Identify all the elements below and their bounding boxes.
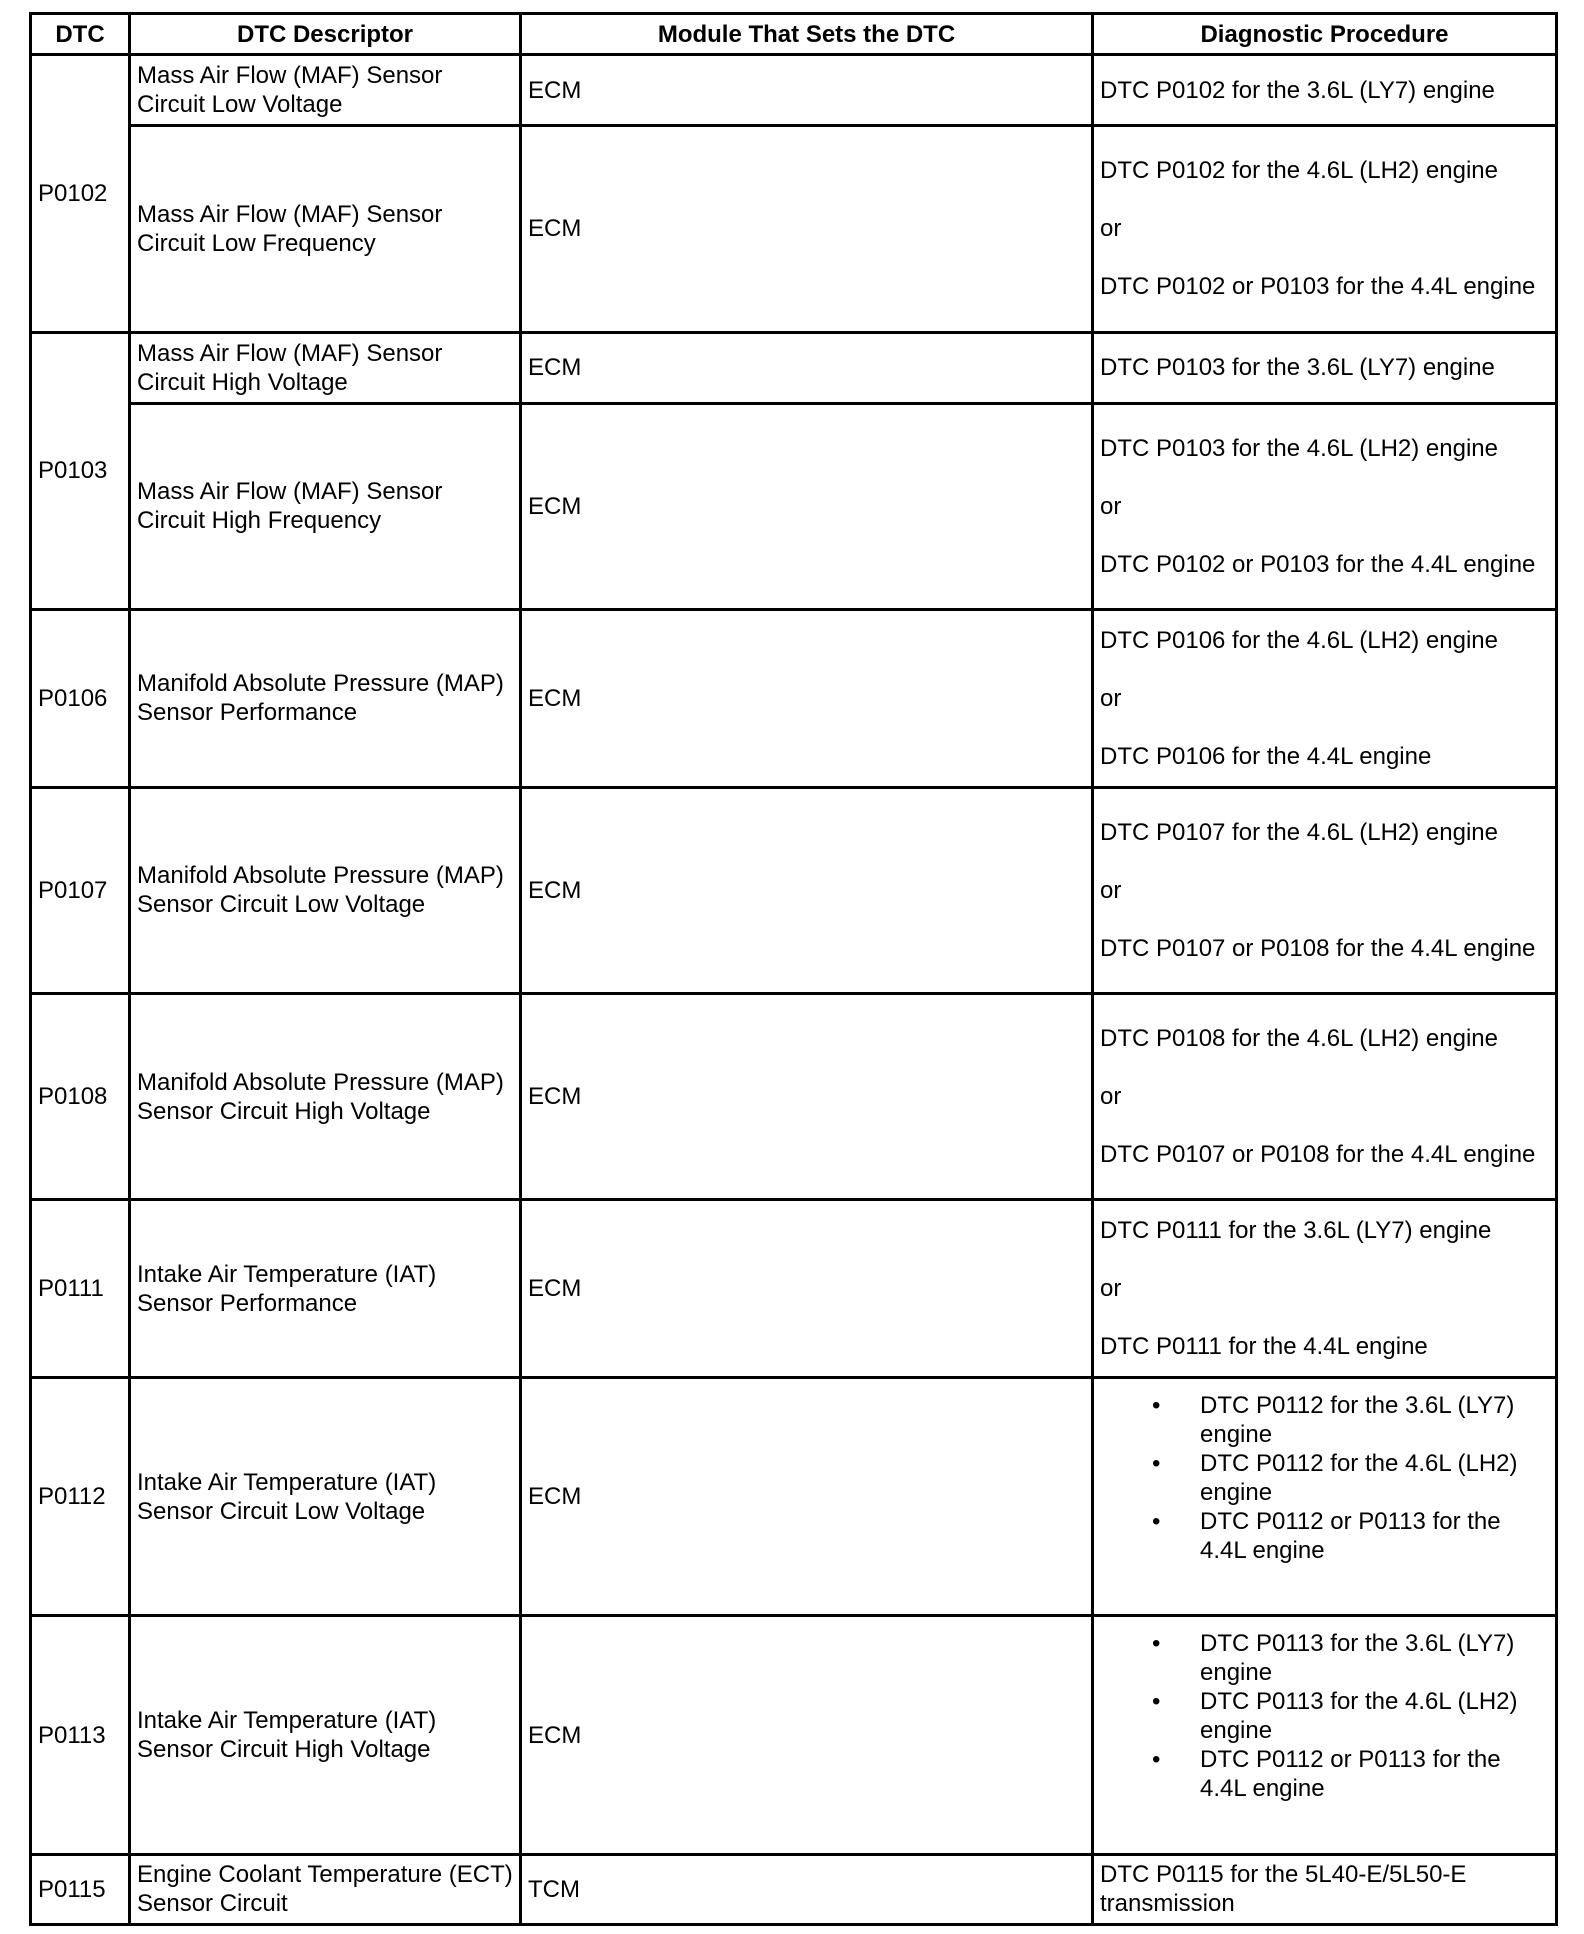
- module: ECM: [521, 403, 1093, 609]
- diagnostic-procedure: [1093, 1377, 1557, 1616]
- table-row: [31, 1616, 1557, 1855]
- module: ECM: [521, 993, 1093, 1199]
- list-item: • DTC P0112 or P0113 for the 4.4L engine: [1100, 1507, 1549, 1565]
- procedure-line: or: [1100, 1083, 1122, 1111]
- header-module: Module That Sets the DTC: [521, 14, 1093, 55]
- table-row: [31, 1854, 1557, 1924]
- procedure-line: or: [1100, 876, 1122, 904]
- list-item: • DTC P0112 for the 4.6L (LH2) engine: [1100, 1449, 1549, 1507]
- module: ECM: [521, 1377, 1093, 1616]
- dtc-code: P0103: [31, 332, 130, 610]
- table-row: [31, 55, 1557, 126]
- table-row: [31, 993, 1557, 1199]
- dtc-descriptor: Manifold Absolute Pressure (MAP) Sensor Performance: [130, 610, 521, 787]
- header-dtc: DTC: [31, 14, 130, 55]
- table-row: [31, 126, 1557, 332]
- dtc-descriptor: Mass Air Flow (MAF) Sensor Circuit High Voltage: [130, 332, 521, 403]
- module: ECM: [521, 610, 1093, 787]
- table-row: [31, 787, 1557, 993]
- procedure-line: DTC P0102 or P0103 for the 4.4L engine: [1100, 273, 1536, 301]
- diagnostic-procedure: [1093, 993, 1557, 1199]
- procedure-line: DTC P0111 for the 3.6L (LY7) engine: [1100, 1217, 1492, 1245]
- procedure-line: DTC P0102 for the 4.6L (LH2) engine: [1100, 157, 1499, 185]
- list-item: • DTC P0113 for the 3.6L (LY7) engine: [1100, 1629, 1549, 1687]
- dtc-descriptor: Intake Air Temperature (IAT) Sensor Circuit Low Voltage: [130, 1377, 521, 1616]
- list-item: • DTC P0113 for the 4.6L (LH2) engine: [1100, 1687, 1549, 1745]
- procedure-line: DTC P0102 or P0103 for the 4.4L engine: [1100, 550, 1536, 578]
- procedure-line: DTC P0106 for the 4.4L engine: [1100, 742, 1432, 770]
- table-header-row: [31, 14, 1557, 55]
- procedure-line: or: [1100, 215, 1122, 243]
- diagnostic-procedure: [1093, 332, 1557, 403]
- procedure-line: DTC P0107 for the 4.6L (LH2) engine: [1100, 818, 1499, 846]
- procedure-line: DTC P0108 for the 4.6L (LH2) engine: [1100, 1025, 1499, 1053]
- diagnostic-procedure: [1093, 610, 1557, 787]
- header-procedure: Diagnostic Procedure: [1093, 14, 1557, 55]
- dtc-table: [29, 12, 1558, 1926]
- diagnostic-procedure: [1093, 403, 1557, 609]
- procedure-line: DTC P0103 for the 4.6L (LH2) engine: [1100, 434, 1499, 462]
- procedure-line: DTC P0106 for the 4.6L (LH2) engine: [1100, 626, 1499, 654]
- dtc-code: P0107: [31, 787, 130, 993]
- dtc-descriptor: Intake Air Temperature (IAT) Sensor Performance: [130, 1200, 521, 1377]
- procedure-line: DTC P0107 or P0108 for the 4.4L engine: [1100, 934, 1536, 962]
- module: ECM: [521, 1616, 1093, 1855]
- procedure-line: or: [1100, 1275, 1122, 1303]
- dtc-code: P0102: [31, 55, 130, 333]
- dtc-descriptor: Mass Air Flow (MAF) Sensor Circuit High Frequency: [130, 403, 521, 609]
- dtc-code: P0113: [31, 1616, 130, 1855]
- module: ECM: [521, 1200, 1093, 1377]
- procedure-line: DTC P0115 for the 5L40-E/5L50-E transmission: [1100, 1861, 1467, 1918]
- dtc-code: P0112: [31, 1377, 130, 1616]
- table-row: [31, 1200, 1557, 1377]
- dtc-code: P0106: [31, 610, 130, 787]
- procedure-line: DTC P0103 for the 3.6L (LY7) engine: [1100, 354, 1495, 382]
- diagnostic-procedure: [1093, 1616, 1557, 1855]
- diagnostic-procedure: [1093, 787, 1557, 993]
- table-row: [31, 403, 1557, 609]
- dtc-code: P0115: [31, 1854, 130, 1924]
- procedure-line: DTC P0107 or P0108 for the 4.4L engine: [1100, 1141, 1536, 1169]
- dtc-descriptor: Manifold Absolute Pressure (MAP) Sensor Circuit Low Voltage: [130, 787, 521, 993]
- procedure-line: or: [1100, 684, 1122, 712]
- dtc-descriptor: Manifold Absolute Pressure (MAP) Sensor Circuit High Voltage: [130, 993, 521, 1199]
- procedure-bullet-list: [1100, 1629, 1549, 1803]
- procedure-line: or: [1100, 492, 1122, 520]
- module: ECM: [521, 787, 1093, 993]
- procedure-bullet-list: [1100, 1391, 1549, 1565]
- diagnostic-procedure: [1093, 55, 1557, 126]
- diagnostic-procedure: [1093, 1200, 1557, 1377]
- module: ECM: [521, 332, 1093, 403]
- table-row: [31, 1377, 1557, 1616]
- list-item: • DTC P0112 or P0113 for the 4.4L engine: [1100, 1745, 1549, 1803]
- list-item: • DTC P0112 for the 3.6L (LY7) engine: [1100, 1391, 1549, 1449]
- module: TCM: [521, 1854, 1093, 1924]
- dtc-descriptor: Mass Air Flow (MAF) Sensor Circuit Low Voltage: [130, 55, 521, 126]
- diagnostic-procedure: [1093, 126, 1557, 332]
- procedure-line: DTC P0111 for the 4.4L engine: [1100, 1333, 1428, 1361]
- table-row: [31, 610, 1557, 787]
- module: ECM: [521, 55, 1093, 126]
- dtc-code: P0108: [31, 993, 130, 1199]
- table-row: [31, 332, 1557, 403]
- diagnostic-procedure: [1093, 1854, 1557, 1924]
- dtc-descriptor: Mass Air Flow (MAF) Sensor Circuit Low Frequency: [130, 126, 521, 332]
- module: ECM: [521, 126, 1093, 332]
- procedure-line: DTC P0102 for the 3.6L (LY7) engine: [1100, 76, 1495, 104]
- header-descriptor: DTC Descriptor: [130, 14, 521, 55]
- dtc-code: P0111: [31, 1200, 130, 1377]
- dtc-descriptor: Intake Air Temperature (IAT) Sensor Circuit High Voltage: [130, 1616, 521, 1855]
- dtc-descriptor: Engine Coolant Temperature (ECT) Sensor Circuit: [130, 1854, 521, 1924]
